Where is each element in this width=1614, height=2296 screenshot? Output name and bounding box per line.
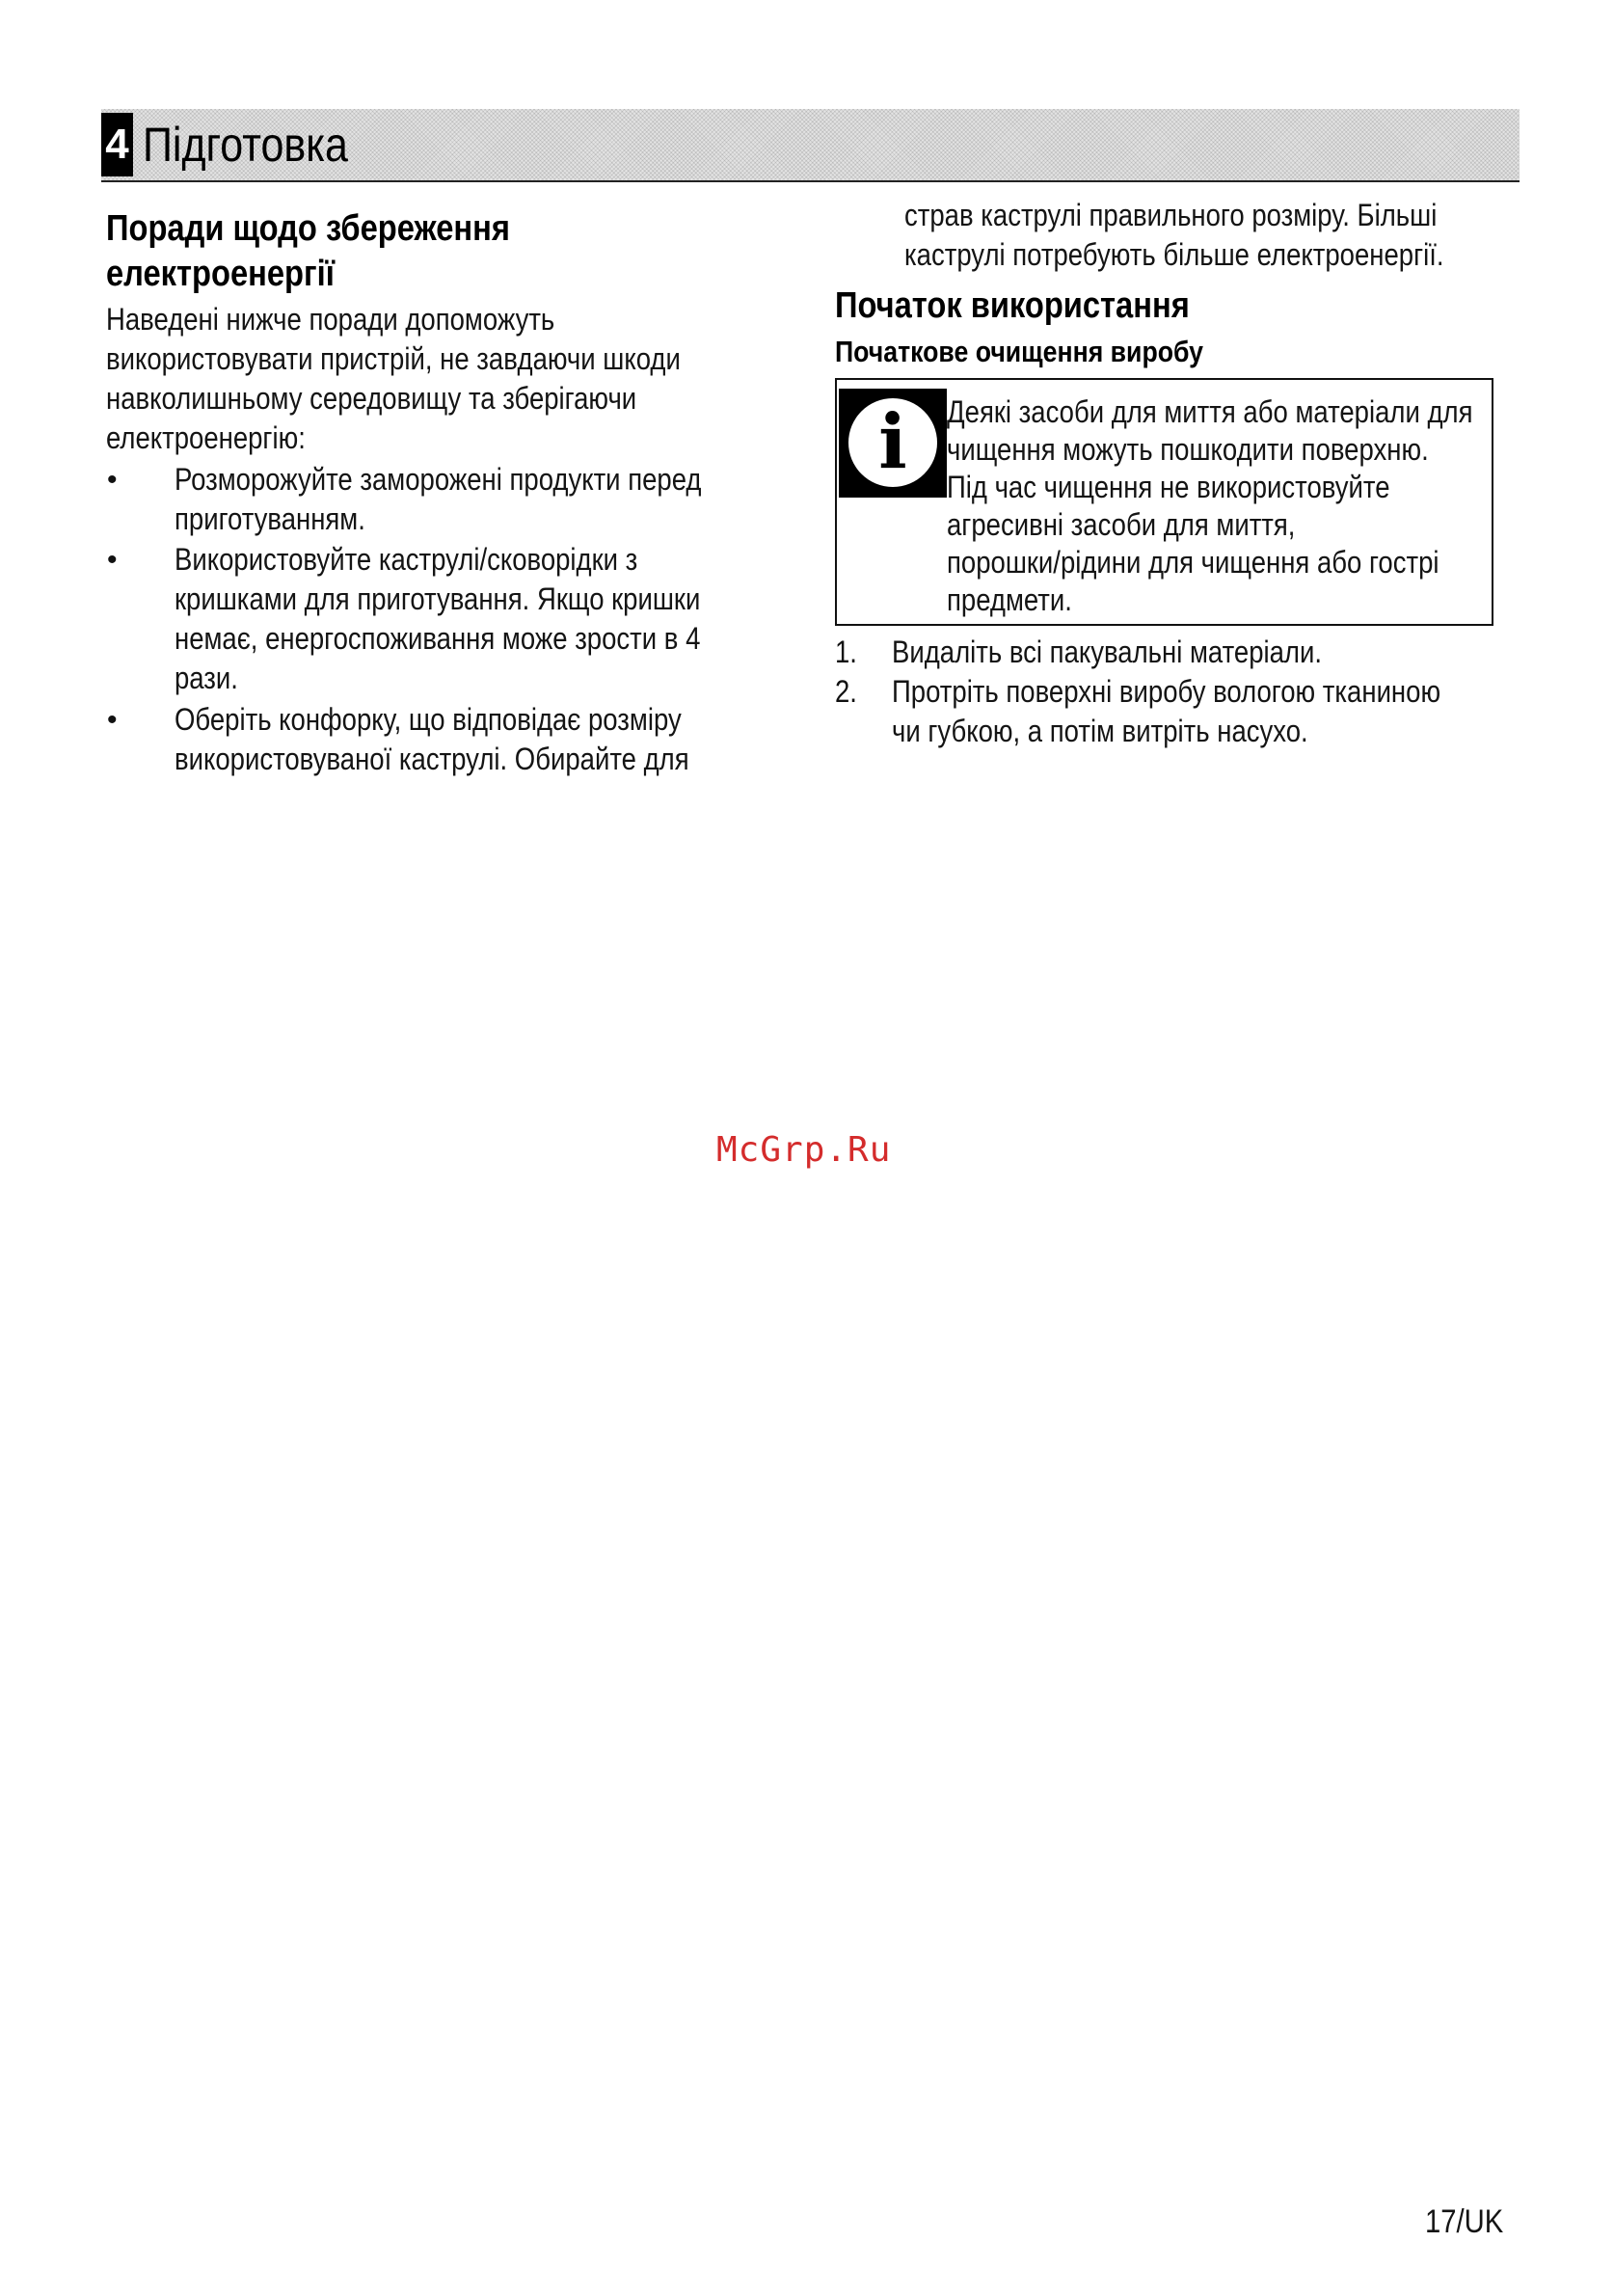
bullet-symbol: • (107, 464, 118, 496)
step-line: Протріть поверхні виробу вологою тканиною (892, 674, 1441, 709)
intro-line: навколишньому середовищу та зберігаючи (106, 381, 637, 416)
step-number: 1. (835, 635, 857, 669)
bullet-line: Використовуйте каструлі/сковорідки з (175, 542, 638, 577)
bullet-symbol: • (107, 704, 118, 736)
info-icon-letter: i (878, 398, 907, 486)
energy-saving-heading-line-2: електроенергії (106, 254, 335, 294)
bullet-line: рази. (175, 661, 238, 695)
getting-started-heading: Початок використання (835, 285, 1190, 326)
info-icon (839, 389, 947, 498)
chapter-title: Підготовка (143, 118, 348, 172)
bullet-symbol: • (107, 544, 118, 576)
step-line: чи губкою, а потім витріть насухо. (892, 714, 1308, 748)
watermark: McGrp.Ru (716, 1130, 892, 1170)
info-note-line: порошки/рідини для чищення або гострі (947, 545, 1439, 580)
bullet-line: використовуваної каструлі. Обирайте для (175, 742, 689, 776)
info-note-line: агресивні засоби для миття, (947, 507, 1296, 542)
energy-saving-heading-line-1: Поради щодо збереження (106, 208, 510, 249)
bullet-line: немає, енергоспоживання може зрости в 4 (175, 621, 701, 656)
intro-line: електроенергію: (106, 420, 306, 455)
step-line: Видаліть всі пакувальні матеріали. (892, 635, 1322, 669)
intro-line: використовувати пристрій, не завдаючи шкоди (106, 341, 681, 376)
continued-line: страв каструлі правильного розміру. Більші (904, 198, 1438, 232)
bullet-line: кришками для приготування. Якщо кришки (175, 581, 701, 616)
step-number: 2. (835, 674, 857, 709)
initial-cleaning-subheading: Початкове очищення виробу (835, 335, 1203, 368)
continued-line: каструлі потребують більше електроенергії. (904, 237, 1444, 272)
bullet-line: приготуванням. (175, 501, 365, 536)
page-number: 17/UK (1425, 2203, 1504, 2240)
info-note-line: предмети. (947, 582, 1072, 617)
bullet-line: Розморожуйте заморожені продукти перед (175, 462, 702, 497)
info-note-line: Під час чищення не використовуйте (947, 470, 1390, 504)
info-note-line: чищення можуть пошкодити поверхню. (947, 432, 1429, 467)
info-note-line: Деякі засоби для миття або матеріали для (947, 394, 1473, 429)
bullet-line: Оберіть конфорку, що відповідає розміру (175, 702, 682, 737)
intro-line: Наведені нижче поради допоможуть (106, 302, 555, 337)
info-icon-circle (848, 398, 937, 487)
chapter-number: 4 (101, 113, 133, 176)
